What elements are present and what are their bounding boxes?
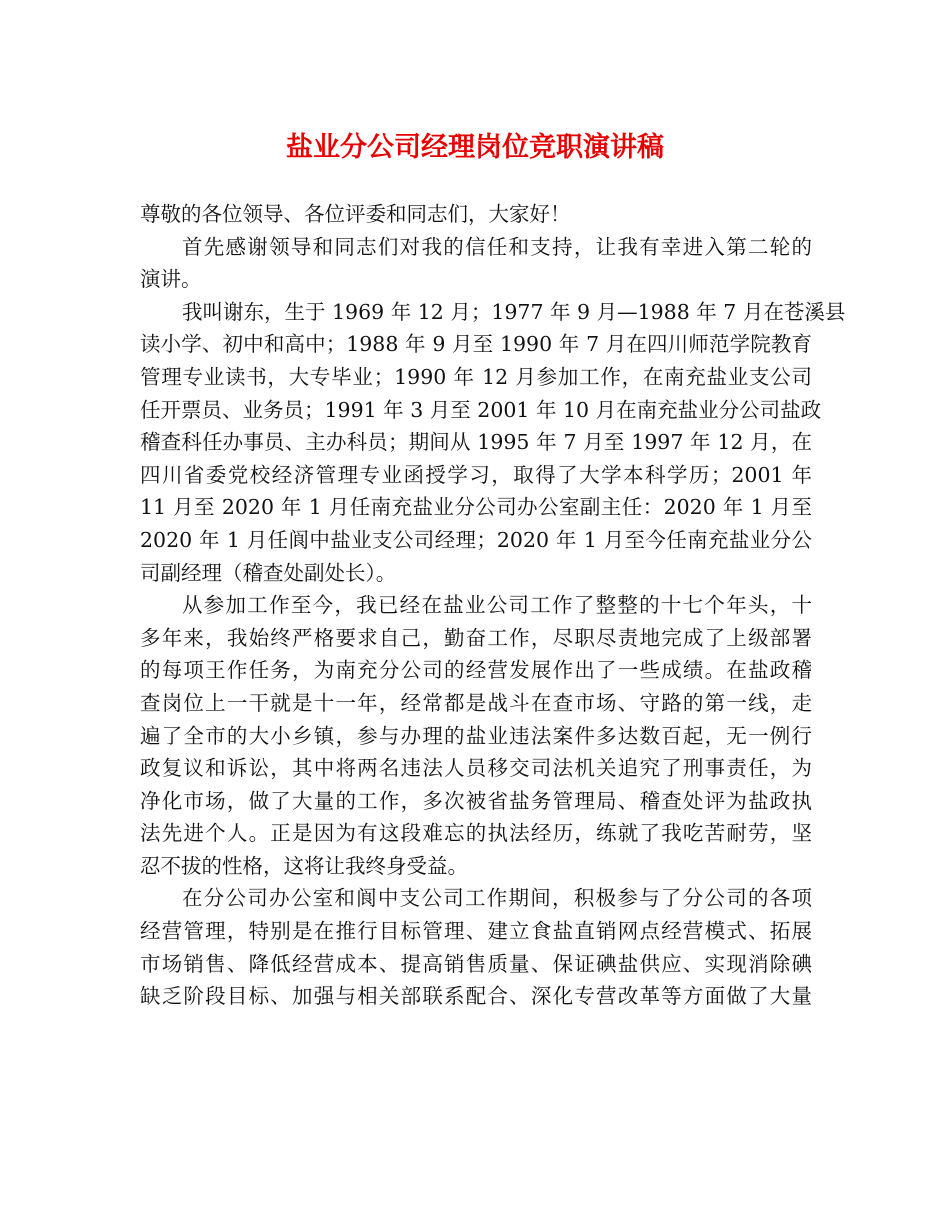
text-line: 从参加工作至今，我已经在盐业公司工作了整整的十七个年头，十 bbox=[182, 593, 812, 618]
text-line: 净化市场，做了大量的工作，多次被省盐务管理局、稽查处评为盐政执 bbox=[140, 788, 812, 813]
text-line: 司副经理（稽查处副处长）。 bbox=[140, 560, 397, 585]
text-line: 经营管理，特别是在推行目标管理、建立食盐直销网点经营模式、拓展 bbox=[140, 919, 812, 944]
text-line: 首先感谢领导和同志们对我的信任和支持，让我有幸进入第二轮的 bbox=[182, 234, 812, 259]
text-line: 查岗位上一干就是十一年，经常都是战斗在查市场、守路的第一线，走 bbox=[140, 690, 812, 715]
paragraph bbox=[140, 589, 812, 882]
text-line: 2020 年 1 月任阆中盐业支公司经理；2020 年 1 月至今任南充盐业分公 bbox=[140, 527, 812, 552]
text-line: 11 月至 2020 年 1 月任南充盐业分公司办公室副主任：2020 年 1 月至 bbox=[140, 495, 812, 520]
text-line: 稽查科任办事员、主办科员；期间从 1995 年 7 月至 1997 年 12 月，在 bbox=[140, 430, 812, 455]
text-line: 在分公司办公室和阆中支公司工作期间，积极参与了分公司的各项 bbox=[182, 886, 812, 911]
text-line: 缺乏阶段目标、加强与相关部联系配合、深化专营改革等方面做了大量 bbox=[140, 984, 812, 1009]
text-line: 多年来，我始终严格要求自己，勤奋工作，尽职尽责地完成了上级部署 bbox=[140, 625, 812, 650]
text-line: 演讲。 bbox=[140, 267, 202, 292]
text-line: 市场销售、降低经营成本、提高销售质量、保证碘盐供应、实现消除碘 bbox=[140, 951, 812, 976]
text-line: 尊敬的各位领导、各位评委和同志们，大家好！ bbox=[140, 202, 571, 226]
text-line: 管理专业读书，大专毕业；1990 年 12 月参加工作，在南充盐业支公司 bbox=[140, 364, 812, 389]
text-line: 政复议和诉讼，其中将两名违法人员移交司法机关追究了刑事责任，为 bbox=[140, 756, 812, 781]
paragraph bbox=[140, 231, 812, 296]
text-line: 四川省委党校经济管理专业函授学习，取得了大学本科学历；2001 年 bbox=[140, 462, 812, 487]
document-body bbox=[140, 198, 846, 1013]
text-line: 我叫谢东，生于 1969 年 12 月；1977 年 9 月—1988 年 7 月在苍溪县 bbox=[182, 299, 846, 324]
paragraph bbox=[140, 198, 812, 231]
text-line: 读小学、初中和高中；1988 年 9 月至 1990 年 7 月在四川师范学院教育 bbox=[140, 332, 812, 357]
text-line: 忍不拔的性格，这将让我终身受益。 bbox=[140, 853, 468, 878]
text-line: 任开票员、业务员；1991 年 3 月至 2001 年 10 月在南充盐业分公司盐政 bbox=[140, 397, 822, 422]
text-line: 法先进个人。正是因为有这段难忘的执法经历，练就了我吃苦耐劳，坚 bbox=[140, 821, 812, 846]
text-line: 的每项王作任务，为南充分公司的经营发展作出了一些成绩。在盐政稽 bbox=[140, 658, 812, 683]
document-title: 盐业分公司经理岗位竞职演讲稿 bbox=[286, 132, 664, 163]
paragraph bbox=[140, 296, 846, 589]
text-line: 遍了全市的大小乡镇，参与办理的盐业违法案件多达数百起，无一例行 bbox=[140, 723, 812, 748]
paragraph bbox=[140, 882, 812, 1012]
